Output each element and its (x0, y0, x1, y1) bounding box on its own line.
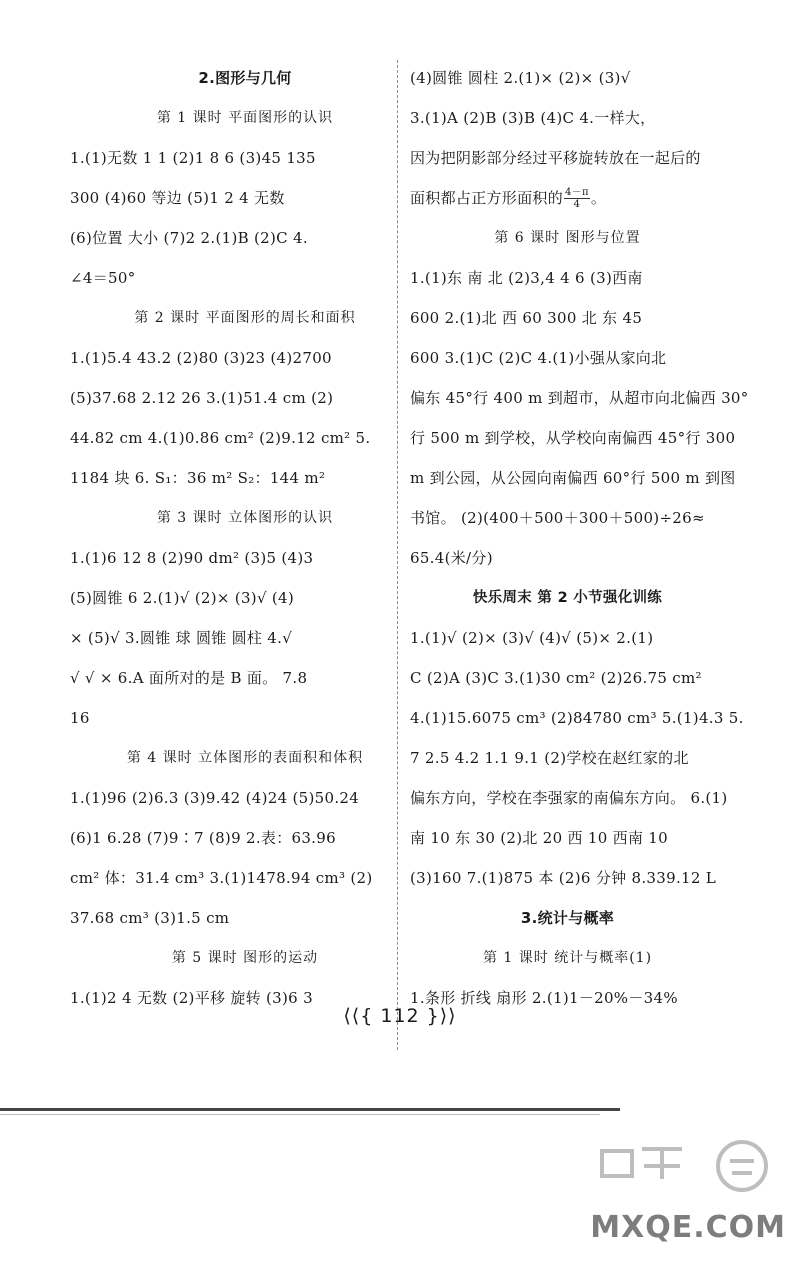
fraction-numerator: 4－π (565, 186, 589, 198)
lesson-4-title: 第 4 课时 立体图形的表面积和体积 (126, 750, 364, 766)
left-column (70, 58, 420, 1018)
answer-line-fraction (410, 178, 725, 218)
answer-line: 44.82 cm 4.(1)0.86 cm² (2)9.12 cm² 5. (70, 429, 371, 447)
answer-line: 3.(1)A (2)B (3)B (4)C 4.一样大， (410, 109, 656, 127)
lesson-2-title: 第 2 课时 平面图形的周长和面积 (134, 310, 356, 326)
answer-line: 1.(1)6 12 8 (2)90 dm² (3)5 (4)3 (70, 549, 314, 567)
answer-line: (4)圆锥 圆柱 2.(1)× (2)× (3)√ (410, 69, 631, 87)
answer-line: 1184 块 6. S₁：36 m² S₂：144 m² (70, 469, 326, 487)
lesson-5-title: 第 5 课时 图形的运动 (171, 950, 319, 966)
watermark-text: MXQE.COM (590, 1210, 786, 1245)
answer-line: (5)圆锥 6 2.(1)√ (2)× (3)√ (4) (70, 589, 295, 607)
section-title-geometry: 2.图形与几何 (198, 69, 292, 87)
answer-line: 行 500 m 到学校，从学校向南偏西 45°行 300 (410, 429, 736, 447)
answer-line: 1.条形 折线 扇形 2.(1)1－20%－34% (410, 989, 678, 1007)
answer-line: (6)1 6.28 (7)9∶7 (8)9 2.表：63.96 (70, 829, 336, 847)
lesson-3-1-title: 第 1 课时 统计与概率(1) (482, 950, 653, 966)
answer-line: 南 10 东 30 (2)北 20 西 10 西南 10 (410, 829, 668, 847)
answer-line: m 到公园，从公园向南偏西 60°行 500 m 到图 (410, 469, 736, 487)
answer-line: 4.(1)15.6075 cm³ (2)84780 cm³ 5.(1)4.3 5. (410, 709, 744, 727)
answer-line: 1.(1)无数 1 1 (2)1 8 6 (3)45 135 (70, 149, 316, 167)
answer-line: 16 (70, 709, 90, 727)
answer-line: C (2)A (3)C 3.(1)30 cm² (2)26.75 cm² (410, 669, 702, 687)
fraction-suffix: 。 (590, 189, 607, 207)
answer-line: 300 (4)60 等边 (5)1 2 4 无数 (70, 189, 285, 207)
answer-line: 偏东 45°行 400 m 到超市，从超市向北偏西 30° (410, 389, 749, 407)
fraction (564, 187, 590, 210)
answer-line: × (5)√ 3.圆锥 球 圆锥 圆柱 4.√ (70, 629, 293, 647)
lesson-3-title: 第 3 课时 立体图形的认识 (156, 510, 334, 526)
answer-line: 600 2.(1)北 西 60 300 北 东 45 (410, 309, 643, 327)
answer-line: 600 3.(1)C (2)C 4.(1)小强从家向北 (410, 349, 667, 367)
answer-line: √ √ × 6.A 面所对的是 B 面。 7.8 (70, 669, 308, 687)
page-number-decor-left: ⟨⟨{ (343, 1005, 374, 1027)
answer-line: 1.(1)√ (2)× (3)√ (4)√ (5)× 2.(1) (410, 629, 654, 647)
weekend-title: 快乐周末 第 2 小节强化训练 (472, 590, 663, 606)
bottom-rule (0, 1108, 620, 1111)
page-number-decor-right: }⟩⟩ (426, 1005, 457, 1027)
answer-line: 1.(1)2 4 无数 (2)平移 旋转 (3)6 3 (70, 989, 313, 1007)
answer-line: 37.68 cm³ (3)1.5 cm (70, 909, 230, 927)
answer-line: 1.(1)5.4 43.2 (2)80 (3)23 (4)2700 (70, 349, 332, 367)
lesson-1-title: 第 1 课时 平面图形的认识 (156, 110, 334, 126)
fraction-denominator: 4 (573, 198, 581, 210)
section-title-statistics: 3.统计与概率 (520, 909, 615, 927)
bottom-rule-thin (0, 1114, 600, 1115)
fraction-prefix: 面积都占正方形面积的 (410, 189, 564, 207)
answer-line: 65.4(米/分) (410, 549, 493, 567)
answer-line: cm² 体：31.4 cm³ 3.(1)1478.94 cm³ (2) (70, 869, 373, 887)
answer-line: (5)37.68 2.12 26 3.(1)51.4 cm (2) (70, 389, 334, 407)
answer-line: 7 2.5 4.2 1.1 9.1 (2)学校在赵红家的北 (410, 749, 689, 767)
answer-line: 1.(1)96 (2)6.3 (3)9.42 (4)24 (5)50.24 (70, 789, 360, 807)
page-number-value: 112 (380, 1005, 420, 1027)
answer-line: 偏东方向，学校在李强家的南偏东方向。 6.(1) (410, 789, 728, 807)
answer-line: 1.(1)东 南 北 (2)3,4 4 6 (3)西南 (410, 269, 643, 287)
answer-line: (6)位置 大小 (7)2 2.(1)B (2)C 4. (70, 229, 308, 247)
answer-line: ∠4＝50° (70, 269, 136, 287)
answer-line: 因为把阴影部分经过平移旋转放在一起后的 (410, 149, 701, 167)
lesson-6-title: 第 6 课时 图形与位置 (494, 230, 641, 246)
right-column (410, 58, 749, 1018)
answer-line: 书馆。 (2)(400＋500＋300＋500)÷26≈ (410, 509, 705, 527)
answer-line: (3)160 7.(1)875 本 (2)6 分钟 8.339.12 L (410, 869, 717, 887)
page-number (0, 1005, 800, 1027)
